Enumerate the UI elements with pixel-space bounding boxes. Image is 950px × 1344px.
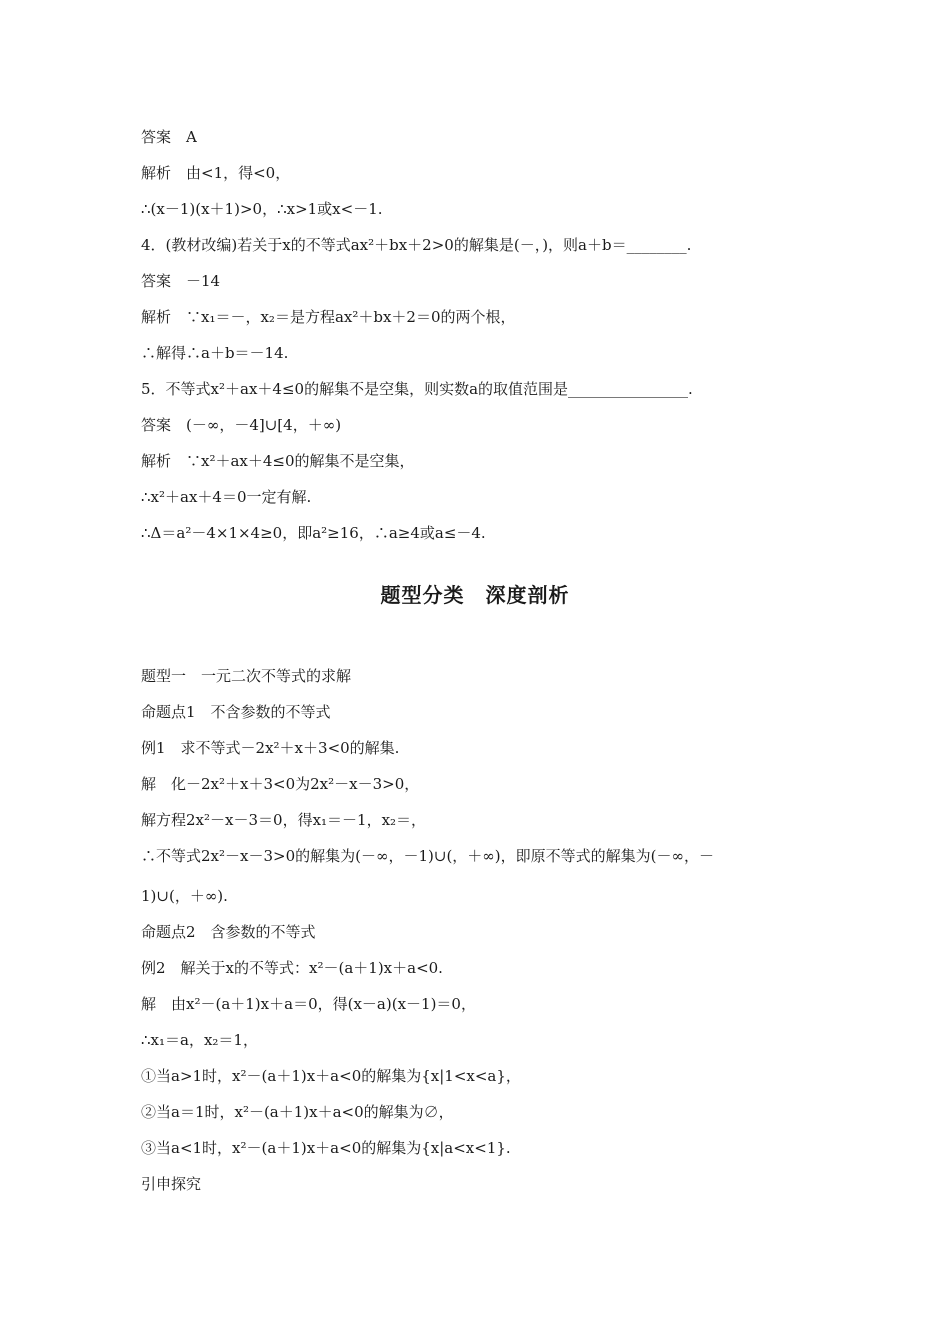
text-line: ∴解得∴a＋b＝－14. bbox=[141, 344, 289, 362]
answer-line: 答案 (－∞，－4]∪[4，＋∞) bbox=[141, 416, 342, 434]
extension-heading: 引申探究 bbox=[141, 1175, 202, 1193]
text-line: ∴Δ＝a²－4×1×4≥0，即a²≥16，∴a≥4或a≤－4. bbox=[141, 524, 486, 542]
solution-line: 解 化－2x²＋x＋3<0为2x²－x－3>0， bbox=[141, 775, 420, 793]
case-1: ①当a>1时，x²－(a＋1)x＋a<0的解集为{x|1<x<a}， bbox=[141, 1067, 521, 1085]
answer-line: 答案 －14 bbox=[141, 272, 221, 290]
text-line: ∴(x－1)(x＋1)>0，∴x>1或x<－1. bbox=[141, 200, 383, 218]
subtopic-heading: 命题点2 含参数的不等式 bbox=[141, 923, 316, 941]
example-1: 例1 求不等式－2x²＋x＋3<0的解集. bbox=[141, 739, 400, 757]
subtopic-heading: 命题点1 不含参数的不等式 bbox=[141, 703, 331, 721]
problem-5: 5．不等式x²＋ax＋4≤0的解集不是空集，则实数a的取值范围是________________. bbox=[141, 380, 693, 398]
case-3: ③当a<1时，x²－(a＋1)x＋a<0的解集为{x|a<x<1}. bbox=[141, 1139, 511, 1157]
topic-heading: 题型一 一元二次不等式的求解 bbox=[141, 667, 352, 685]
text-line: ∴不等式2x²－x－3>0的解集为(－∞，－1)∪(，＋∞)，即原不等式的解集为(－∞，－ bbox=[141, 847, 714, 865]
example-2: 例2 解关于x的不等式：x²－(a＋1)x＋a<0. bbox=[141, 959, 443, 977]
analysis-line: 解析 ∵x₁＝－，x₂＝是方程ax²＋bx＋2＝0的两个根， bbox=[141, 308, 516, 326]
text-line: 解方程2x²－x－3＝0，得x₁＝－1，x₂＝， bbox=[141, 811, 427, 829]
section-title: 题型分类 深度剖析 bbox=[380, 583, 570, 607]
text-line: ∴x₁＝a，x₂＝1， bbox=[141, 1031, 258, 1049]
text-line: 1)∪(，＋∞). bbox=[141, 887, 228, 905]
answer-line: 答案 A bbox=[141, 128, 197, 146]
text-line: ∴x²＋ax＋4＝0一定有解. bbox=[141, 488, 312, 506]
case-2: ②当a＝1时，x²－(a＋1)x＋a<0的解集为∅， bbox=[141, 1103, 454, 1121]
analysis-line: 解析 由<1，得<0， bbox=[141, 164, 291, 182]
problem-4: 4．(教材改编)若关于x的不等式ax²＋bx＋2>0的解集是(－，)，则a＋b＝________. bbox=[141, 236, 692, 254]
solution-line: 解 由x²－(a＋1)x＋a＝0，得(x－a)(x－1)＝0， bbox=[141, 995, 476, 1013]
analysis-line: 解析 ∵x²＋ax＋4≤0的解集不是空集， bbox=[141, 452, 415, 470]
